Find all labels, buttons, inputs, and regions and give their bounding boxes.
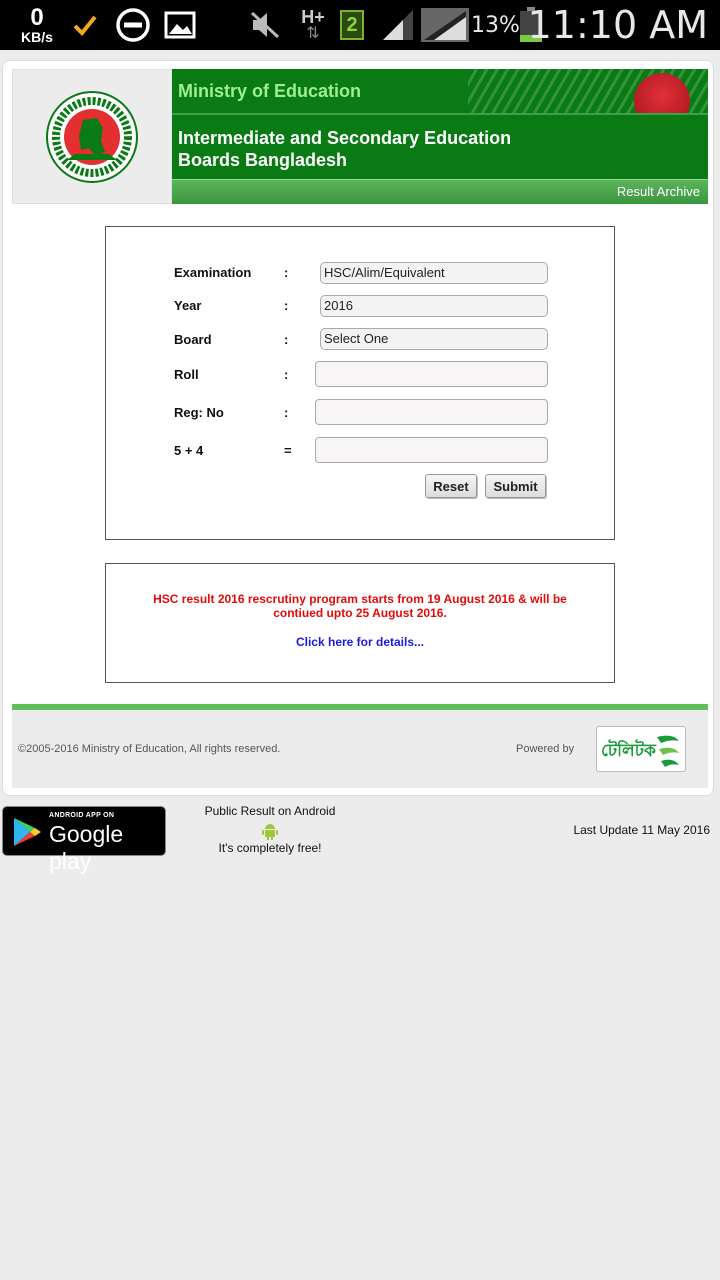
captcha-label: 5 + 4 [174,442,204,458]
status-bar [0,0,720,50]
google-play-badge[interactable] [2,806,166,874]
mobile-data-icon [296,0,330,50]
gplay-big-text: Google play [49,821,124,874]
year-sep: : [284,297,289,313]
play-store-icon [11,816,43,848]
reg-sep: : [284,404,289,420]
notice-box [105,563,615,683]
examination-label: Examination [174,264,252,280]
examination-row [174,259,314,285]
battery-percent: 13% [471,12,520,38]
captcha-sep: = [284,442,292,458]
ministry-title: Ministry of Education [178,81,362,101]
mute-icon [248,0,282,50]
government-seal-logo [45,90,139,184]
year-select[interactable]: 2016 [320,295,548,317]
result-page [2,60,714,796]
last-update-text: Last Update 11 May 2016 [573,823,710,837]
teletalk-swoosh-icon [653,731,683,769]
boards-title: Intermediate and Secondary Education Boards Bangladesh [178,128,512,170]
roll-label: Roll [174,366,199,382]
year-label: Year [174,297,202,313]
header-nav-bar [172,179,708,204]
teletalk-logo-text: টেলিটক [601,741,656,761]
result-form [105,226,615,540]
sim-icon [338,0,366,50]
signal-strong-icon [420,0,470,50]
notice-text [106,592,614,620]
header-boards-bar [172,113,708,179]
speed-value: 0 [30,4,44,31]
do-not-disturb-icon [114,0,152,50]
result-archive-link[interactable]: Result Archive [616,184,700,199]
reg-input[interactable] [315,399,548,425]
roll-input[interactable] [315,361,548,387]
examination-select[interactable]: HSC/Alim/Equivalent [320,262,548,284]
board-row [174,326,314,352]
signal-icon [380,0,416,50]
teletalk-logo[interactable] [596,726,686,772]
submit-button[interactable]: Submit [485,474,546,498]
details-link[interactable]: Click here for details... [295,635,425,649]
gplay-small-text: ANDROID APP ON [49,812,115,819]
roll-row [174,361,314,387]
reset-button[interactable]: Reset [425,474,477,498]
reg-label: Reg: No [174,404,224,420]
header-ministry-bar [172,69,708,113]
public-result-text: Public Result on Android [204,804,336,818]
image-icon [162,0,198,50]
check-icon [70,0,100,50]
powered-by-text: Powered by [516,743,575,755]
reg-row [174,399,314,425]
notice-line-1: HSC result 2016 rescrutiny program starts from 19 August 2016 & will be [153,592,567,606]
data-arrows-icon: ⇅ [306,25,320,42]
network-type: H+ [301,7,325,27]
sim-slot: 2 [346,13,358,36]
clock: 11:10 AM [527,3,708,47]
footer [12,710,708,788]
board-select[interactable]: Select One [320,328,548,350]
notice-line-2: contiued upto 25 August 2016. [273,606,447,620]
board-sep: : [284,331,289,347]
network-speed [14,0,60,50]
free-text: It's completely free! [218,841,322,855]
examination-sep: : [284,264,289,280]
board-label: Board [174,331,212,347]
copyright-text: ©2005-2016 Ministry of Education, All rights reserved. [18,743,281,755]
android-icon [261,822,279,840]
logo-box [12,69,172,204]
roll-sep: : [284,366,289,382]
captcha-row [174,437,314,463]
speed-unit: KB/s [21,29,53,45]
site-header [12,69,708,204]
captcha-input[interactable] [315,437,548,463]
year-row [174,292,314,318]
